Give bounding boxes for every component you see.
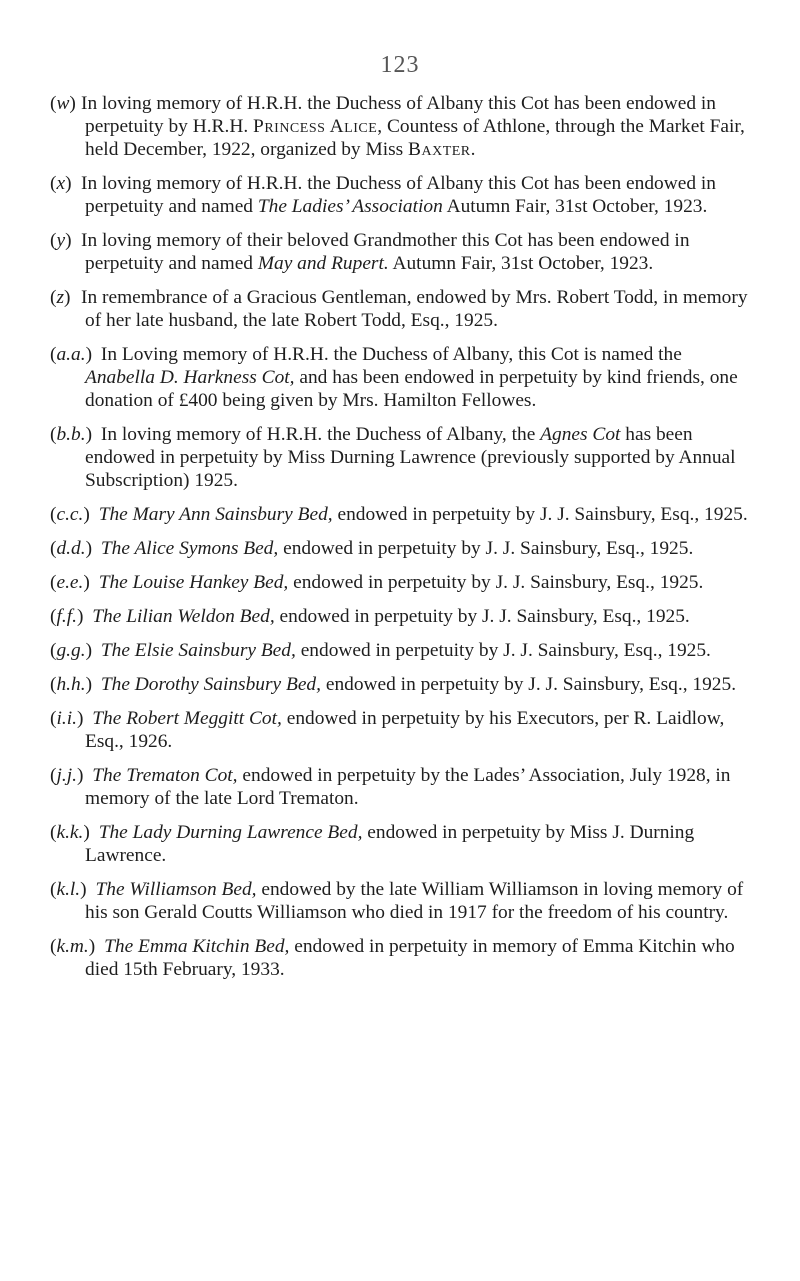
entry-label: (i.i.) [50,708,89,729]
endowment-entry [50,707,750,753]
endowment-entry [50,821,750,867]
entry-segment: . [470,139,476,160]
entry-text [50,538,694,559]
entry-text [50,93,745,160]
entry-title: The Emma Kitchin Bed, [104,936,290,957]
page-number: 123 [380,52,420,78]
entry-title: The Louise Hankey Bed, [98,572,289,593]
entry-label: (w) [50,93,76,114]
entry-title: The Trematon Cot, [92,765,238,786]
entry-segment: In loving memory of H.R.H. the Duchess of Albany, the [100,424,541,445]
entry-label: (c.c.) [50,504,95,525]
entry-segment: endowed in perpetuity by the Lades’ Association, July 1928, in memory of the late Lord Trematon. [85,765,731,809]
entry-segment: endowed by the late William Williamson in loving memory of his son Gerald Coutts Williamson who died in 1917 for the freedom of his country. [85,879,744,923]
entry-title: The Elsie Sainsbury Bed, [100,640,296,661]
endowment-entry [50,537,750,560]
entry-text [50,822,695,866]
entry-segment: endowed in perpetuity by J. J. Sainsbury, Esq., 1925. [274,606,690,627]
endowment-entry [50,229,750,275]
entry-label: (k.k.) [50,822,95,843]
endowment-entry [50,343,750,412]
entry-segment: Autumn Fair, 31st October, 1923. [442,196,708,217]
endowment-entry [50,605,750,628]
entry-segment: In loving memory of their beloved Grandmother this Cot has been endowed in perpetuity and named [81,230,690,274]
endowment-entry [50,878,750,924]
entry-segment: endowed in perpetuity in memory of Emma Kitchin who died 15th February, 1933. [85,936,735,980]
entry-segment: In Loving memory of H.R.H. the Duchess of Albany, this Cot is named the [100,344,682,365]
entry-text [50,230,690,274]
entry-label: (h.h.) [50,674,97,695]
endowment-entry [50,92,750,161]
endowment-list [50,92,750,992]
entry-label: (j.j.) [50,765,89,786]
endowment-entry [50,423,750,492]
entry-title: The Lady Durning Lawrence Bed, [98,822,363,843]
entry-text [50,287,748,331]
entry-segment: has been endowed in perpetuity by Miss Durning Lawrence (previously supported by Annual Subscription) 1925. [85,424,736,491]
entry-segment: Princess Alice [253,116,378,137]
entry-text [50,606,690,627]
entry-text [50,765,731,809]
endowment-entry [50,286,750,332]
entry-text [50,344,738,411]
entry-segment: In remembrance of a Gracious Gentleman, endowed by Mrs. Robert Todd, in memory of her late husband, the late Robert Todd, Esq., 1925. [81,287,748,331]
entry-segment: and has been endowed in perpetuity by kind friends, one donation of £400 being given by Mrs. Hamilton Fellowes. [85,367,738,411]
entry-segment: Autumn Fair, 31st October, 1923. [388,253,654,274]
entry-text [50,708,725,752]
entry-title: Agnes Cot [540,424,621,445]
entry-label: (d.d.) [50,538,97,559]
entry-text [50,879,744,923]
entry-segment: Baxter [408,139,471,160]
entry-title: The Mary Ann Sainsbury Bed, [98,504,333,525]
entry-title: Anabella D. Harkness Cot, [85,367,295,388]
entry-label: (z) [50,287,71,308]
entry-title: The Lilian Weldon Bed, [92,606,275,627]
entry-text [50,640,711,661]
entry-segment: endowed in perpetuity by J. J. Sainsbury, Esq., 1925. [278,538,694,559]
entry-label: (k.m.) [50,936,101,957]
entry-text [50,173,716,217]
entry-text [50,504,748,525]
entry-segment: endowed in perpetuity by J. J. Sainsbury, Esq., 1925. [288,572,704,593]
entry-label: (y) [50,230,72,251]
entry-segment: In loving memory of H.R.H. the Duchess of Albany this Cot has been endowed in perpetuity by H.R.H. [81,93,716,137]
entry-title: The Robert Meggitt Cot, [92,708,282,729]
entry-segment: endowed in perpetuity by J. J. Sainsbury, Esq., 1925. [332,504,748,525]
entry-label: (x) [50,173,72,194]
entry-label: (g.g.) [50,640,97,661]
endowment-entry [50,503,750,526]
entry-segment: endowed in perpetuity by J. J. Sainsbury, Esq., 1925. [295,640,711,661]
entry-title: The Ladies’ Association [257,196,443,217]
endowment-entry [50,639,750,662]
entry-label: (a.a.) [50,344,97,365]
entry-text [50,572,704,593]
endowment-entry [50,764,750,810]
entry-title: The Williamson Bed, [95,879,257,900]
entry-text [50,936,735,980]
entry-text [50,674,737,695]
endowment-entry [50,935,750,981]
entry-label: (f.f.) [50,606,89,627]
entry-label: (b.b.) [50,424,97,445]
entry-segment: endowed in perpetuity by J. J. Sainsbury, Esq., 1925. [320,674,737,695]
entry-title: The Alice Symons Bed, [100,538,279,559]
entry-segment: endowed in perpetuity by his Executors, per R. Laidlow, Esq., 1926. [85,708,725,752]
endowment-entry [50,571,750,594]
entry-segment: In loving memory of H.R.H. the Duchess of Albany this Cot has been endowed in perpetuity and named [81,173,716,217]
entry-segment: , Countess of Athlone, through the Market Fair, held December, 1922, organized by Miss [85,116,745,160]
endowment-entry [50,172,750,218]
entry-label: (e.e.) [50,572,95,593]
entry-title: The Dorothy Sainsbury Bed, [100,674,321,695]
entry-label: (k.l.) [50,879,92,900]
entry-text [50,424,736,491]
entry-title: May and Rupert. [257,253,389,274]
endowment-entry [50,673,750,696]
entry-segment: endowed in perpetuity by Miss J. Durning Lawrence. [85,822,695,866]
